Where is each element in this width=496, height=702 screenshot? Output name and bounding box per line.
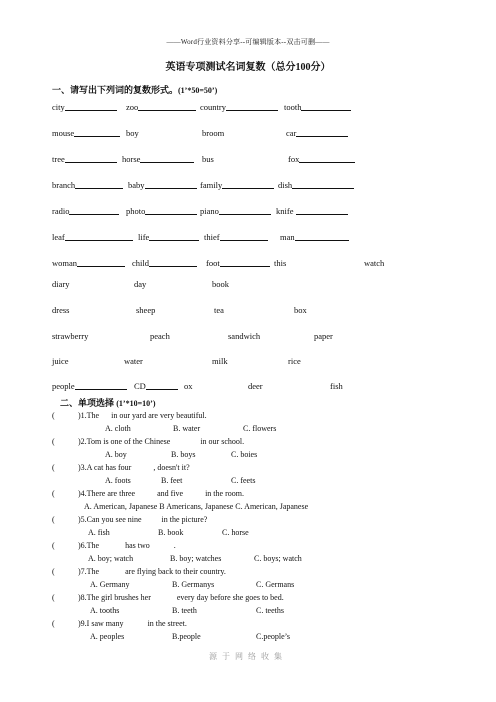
noun-row-9 [52, 305, 462, 317]
answer-blank[interactable] [220, 258, 270, 267]
answer-paren-open[interactable]: ( [52, 437, 55, 446]
option-b[interactable]: B. book [158, 528, 184, 537]
answer-blank[interactable] [292, 180, 354, 189]
answer-blank[interactable] [301, 102, 351, 111]
answer-blank[interactable] [75, 180, 123, 189]
noun-man: man [280, 232, 295, 242]
answer-paren-close: ) [78, 489, 81, 498]
answer-blank[interactable] [299, 154, 355, 163]
noun-milk: milk [212, 356, 228, 366]
question-text: in our school. [200, 437, 245, 446]
noun-diary: diary [52, 279, 70, 289]
question-text: I saw many [86, 619, 124, 628]
answer-blank[interactable] [65, 154, 117, 163]
answer-blank[interactable] [219, 206, 271, 215]
answer-paren-close: ) [78, 411, 81, 420]
answer-paren-open[interactable]: ( [52, 463, 55, 472]
noun-day: day [134, 279, 147, 289]
noun-knife: knife [276, 206, 294, 216]
noun-row-8 [52, 279, 462, 291]
question-number: 2. [80, 437, 87, 446]
noun-piano: piano [200, 206, 219, 216]
noun-book: book [212, 279, 229, 289]
question-text: The [86, 567, 100, 576]
question-9 [52, 619, 187, 628]
option-c[interactable]: C. feets [231, 476, 256, 485]
question-number: 9. [80, 619, 87, 628]
question-text: The girl brushes her [86, 593, 151, 602]
noun-sheep: sheep [136, 305, 156, 315]
noun-fox: fox [288, 154, 300, 164]
noun-row-12 [52, 381, 462, 393]
option-abc[interactable]: A. American, Japanese B Americans, Japanese C. American, Japanese [84, 502, 309, 511]
question-number: 6. [80, 541, 87, 550]
answer-blank[interactable] [65, 102, 117, 111]
page-title: 英语专项测试名词复数（总分100分） [165, 62, 331, 73]
noun-people: people [52, 381, 75, 391]
noun-branch: branch [52, 180, 76, 190]
noun-rice: rice [288, 356, 301, 366]
answer-paren-open[interactable]: ( [52, 567, 55, 576]
answer-paren-close: ) [78, 437, 81, 446]
answer-blank[interactable] [138, 102, 196, 111]
option-b[interactable]: B. water [173, 424, 201, 433]
noun-water: water [124, 356, 143, 366]
question-4 [52, 489, 244, 498]
noun-juice: juice [52, 356, 69, 366]
noun-this: this [274, 258, 287, 268]
question-text: , doesn't it? [153, 463, 190, 472]
section-2-heading [60, 396, 155, 409]
page-footer: 源于网络收集 [209, 652, 287, 661]
option-c[interactable]: C. flowers [243, 424, 277, 433]
noun-ox: ox [184, 381, 193, 391]
answer-blank[interactable] [149, 232, 199, 241]
noun-paper: paper [314, 331, 333, 341]
question-text: The [86, 541, 100, 550]
question-text: every day before she goes to bed. [176, 593, 284, 602]
question-8 [52, 593, 284, 602]
answer-paren-open[interactable]: ( [52, 619, 55, 628]
noun-bus: bus [202, 154, 214, 164]
noun-radio: radio [52, 206, 70, 216]
option-b[interactable]: B. Germanys [172, 580, 215, 589]
noun-life: life [138, 232, 150, 242]
question-6 [52, 541, 176, 550]
option-b[interactable]: B. boys [171, 450, 196, 459]
answer-paren-open[interactable]: ( [52, 515, 55, 524]
answer-blank[interactable] [140, 154, 194, 163]
option-a[interactable]: A. fish [88, 528, 110, 537]
question-text: in the room. [205, 489, 244, 498]
answer-paren-close: ) [78, 515, 81, 524]
noun-row-2 [52, 128, 462, 140]
noun-dish: dish [278, 180, 293, 190]
question-number: 7. [80, 567, 87, 576]
noun-fish: fish [330, 381, 343, 391]
answer-paren-close: ) [78, 567, 81, 576]
option-b[interactable]: B. boy; watches [170, 554, 222, 563]
question-text: in the street. [147, 619, 187, 628]
answer-blank[interactable] [74, 128, 120, 137]
answer-blank[interactable] [149, 258, 197, 267]
noun-peach: peach [150, 331, 170, 341]
noun-baby: baby [128, 180, 145, 190]
question-text: . [173, 541, 176, 550]
option-a[interactable]: A. boy [105, 450, 127, 459]
noun-row-5 [52, 206, 462, 218]
noun-broom: broom [202, 128, 225, 138]
option-c[interactable]: C. Germans [256, 580, 295, 589]
question-1 [52, 411, 207, 420]
question-number: 5. [80, 515, 87, 524]
noun-foot: foot [206, 258, 220, 268]
option-c[interactable]: C. boies [231, 450, 258, 459]
answer-blank[interactable] [77, 258, 125, 267]
answer-paren-close: ) [78, 541, 81, 550]
question-text: The [86, 411, 100, 420]
question-text: Can you see nine [86, 515, 142, 524]
noun-sandwich: sandwich [228, 331, 261, 341]
answer-blank[interactable] [146, 381, 178, 390]
noun-cd: CD [134, 381, 146, 391]
answer-blank[interactable] [145, 180, 197, 189]
option-c[interactable]: C. teeths [256, 606, 284, 615]
answer-blank[interactable] [69, 206, 119, 215]
answer-paren-open[interactable]: ( [52, 489, 55, 498]
option-a[interactable]: A. peoples [90, 632, 125, 641]
noun-car: car [286, 128, 297, 138]
answer-blank[interactable] [226, 102, 278, 111]
question-text: in our yard are very beautiful. [111, 411, 207, 420]
noun-leaf: leaf [52, 232, 65, 242]
question-2 [52, 437, 244, 446]
section-1-points: (1’*50=50’) [178, 86, 218, 95]
answer-blank[interactable] [296, 128, 348, 137]
noun-dress: dress [52, 305, 70, 315]
answer-blank[interactable] [222, 180, 274, 189]
answer-paren-close: ) [78, 619, 81, 628]
noun-row-1 [52, 102, 462, 114]
noun-tree: tree [52, 154, 65, 164]
question-text: has two [125, 541, 150, 550]
answer-blank[interactable] [145, 206, 197, 215]
answer-blank[interactable] [295, 232, 349, 241]
question-3 [52, 463, 190, 472]
noun-box: box [294, 305, 307, 315]
option-a[interactable]: A. tooths [90, 606, 120, 615]
section-2-points: (1’*10=10’) [116, 399, 156, 408]
answer-blank[interactable] [75, 381, 127, 390]
section-1-label: 一、请写出下列词的复数形式。 [52, 85, 179, 95]
noun-watch: watch [364, 258, 385, 268]
option-a[interactable]: A. foots [105, 476, 131, 485]
question-text: and five [157, 489, 184, 498]
question-text: There are three [86, 489, 136, 498]
question-number: 4. [80, 489, 87, 498]
question-number: 3. [80, 463, 87, 472]
option-c[interactable]: C. horse [222, 528, 249, 537]
option-a[interactable]: A. cloth [105, 424, 131, 433]
noun-thief: thief [204, 232, 220, 242]
option-a[interactable]: A. Germany [90, 580, 130, 589]
noun-city: city [52, 102, 65, 112]
noun-deer: deer [248, 381, 263, 391]
answer-paren-open[interactable]: ( [52, 593, 55, 602]
answer-paren-open[interactable]: ( [52, 411, 55, 420]
option-b[interactable]: B. teeth [172, 606, 197, 615]
noun-row-3 [52, 154, 462, 166]
option-a[interactable]: A. boy; watch [88, 554, 134, 563]
page-header: ——Word行业资料分享--可编辑版本--双击可删—— [166, 38, 330, 46]
noun-woman: woman [52, 258, 78, 268]
noun-row-4 [52, 180, 462, 192]
noun-child: child [132, 258, 149, 268]
noun-family: family [200, 180, 223, 190]
question-5 [52, 515, 207, 524]
answer-paren-close: ) [78, 463, 81, 472]
noun-photo: photo [126, 206, 146, 216]
option-c[interactable]: C. boys; watch [254, 554, 302, 563]
section-1-heading [52, 83, 217, 96]
question-text: in the picture? [161, 515, 208, 524]
option-b[interactable]: B.people [172, 632, 201, 641]
noun-row-11 [52, 356, 462, 368]
question-text: Tom is one of the Chinese [86, 437, 171, 446]
answer-paren-open[interactable]: ( [52, 541, 55, 550]
answer-blank[interactable] [220, 232, 268, 241]
answer-blank[interactable] [65, 232, 133, 241]
noun-zoo: zoo [126, 102, 139, 112]
option-c[interactable]: C.people’s [256, 632, 290, 641]
noun-row-6 [52, 232, 462, 244]
question-text: A cat has four [86, 463, 132, 472]
noun-tooth: tooth [284, 102, 302, 112]
section-2-label: 二、单项选择 [60, 398, 115, 408]
noun-strawberry: strawberry [52, 331, 89, 341]
noun-boy: boy [126, 128, 139, 138]
question-number: 1. [80, 411, 87, 420]
question-number: 8. [80, 593, 87, 602]
question-text: are flying back to their country. [125, 567, 226, 576]
option-b[interactable]: B. feet [161, 476, 183, 485]
noun-tea: tea [214, 305, 224, 315]
noun-mouse: mouse [52, 128, 75, 138]
question-7 [52, 567, 226, 576]
noun-horse: horse [122, 154, 141, 164]
answer-blank[interactable] [296, 206, 348, 215]
noun-row-10 [52, 331, 462, 343]
answer-paren-close: ) [78, 593, 81, 602]
noun-row-7 [52, 258, 462, 270]
noun-country: country [200, 102, 226, 112]
